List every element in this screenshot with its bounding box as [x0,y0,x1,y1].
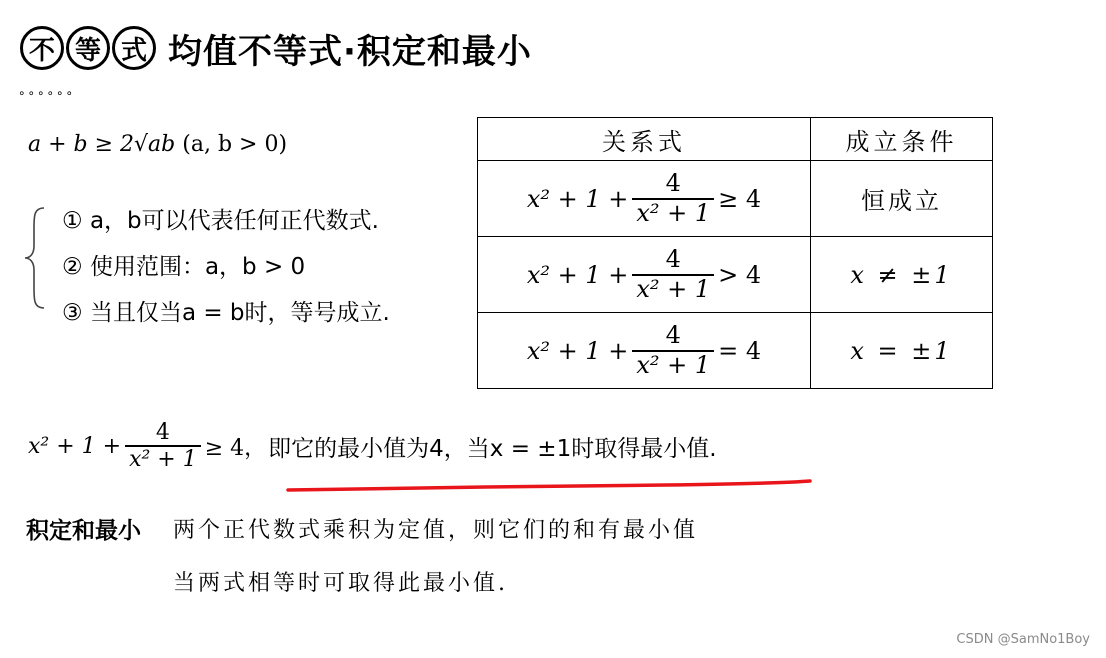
title-row [20,22,532,74]
conditions-list [62,198,390,336]
inequality-condition: (a, b > 0) [182,132,288,157]
curly-brace-icon [22,206,48,310]
conclusion-text: 即它的最小值为4，当x = ±1时取得最小值. [268,435,717,462]
fraction-numerator: 4 [665,168,681,197]
condition-number: ③ [62,300,83,326]
fraction-numerator: 4 [665,244,681,273]
fraction [632,246,714,303]
condition-item-2 [62,244,390,290]
table-row [478,161,993,237]
condition-text: a，b可以代表任何正代数式. [89,208,379,234]
condition-cell: 恒成立 [811,161,993,237]
expr-left: x² + 1 + [526,260,629,289]
am-gm-inequality [28,132,287,157]
rule-label: 积定和最小 [26,518,141,544]
expr-relation: ≥ 4 [718,184,762,213]
table-header-row [478,118,993,161]
fraction-denominator: x² + 1 [632,198,714,228]
watermark: CSDN @SamNo1Boy [956,632,1090,647]
condition-item-3 [62,290,390,336]
relation-cell [478,237,811,313]
expr-relation: = 4 [718,336,762,365]
conclusion-left: x² + 1 + [28,433,122,459]
fraction-denominator: x² + 1 [632,350,714,380]
expr-left: x² + 1 + [526,184,629,213]
fraction-denominator: x² + 1 [632,274,714,304]
conclusion-fraction [125,420,201,473]
fraction [632,170,714,227]
conclusion-relation: ≥ 4， [204,435,267,461]
red-underline-stroke [286,478,814,494]
condition-item-1 [62,198,390,244]
title-badge-3: 式 [112,26,156,70]
expr-relation: > 4 [718,260,762,289]
relation-cell [478,313,811,389]
header-relation: 关系式 [478,118,811,161]
relation-table [477,117,993,389]
conclusion-line [28,420,717,473]
condition-text: 使用范围：a，b > 0 [89,254,306,280]
condition-cell: x ≠ ±1 [811,237,993,313]
table-row [478,237,993,313]
condition-number: ① [62,208,83,234]
fraction [632,322,714,379]
title-badge-1: 不 [20,26,64,70]
expr-left: x² + 1 + [526,336,629,365]
decorative-dots: ∘∘∘∘∘∘ [18,86,76,100]
rule-text-line-1: 两个正代数式乘积为定值，则它们的和有最小值 [173,518,699,543]
condition-cell: x = ±1 [811,313,993,389]
condition-text: 当且仅当a = b时，等号成立. [89,300,390,326]
page-title: 均值不等式·积定和最小 [168,31,532,72]
header-condition: 成立条件 [811,118,993,161]
condition-number: ② [62,254,83,280]
fraction-denominator: x² + 1 [125,445,201,472]
title-badge-2: 等 [66,26,110,70]
rule-text-line-2: 当两式相等时可取得此最小值. [173,571,508,596]
inequality-lhs: a + b ≥ 2√ab [28,132,176,157]
relation-cell [478,161,811,237]
fraction-numerator: 4 [665,320,681,349]
fraction-numerator: 4 [155,420,170,445]
table-row [478,313,993,389]
